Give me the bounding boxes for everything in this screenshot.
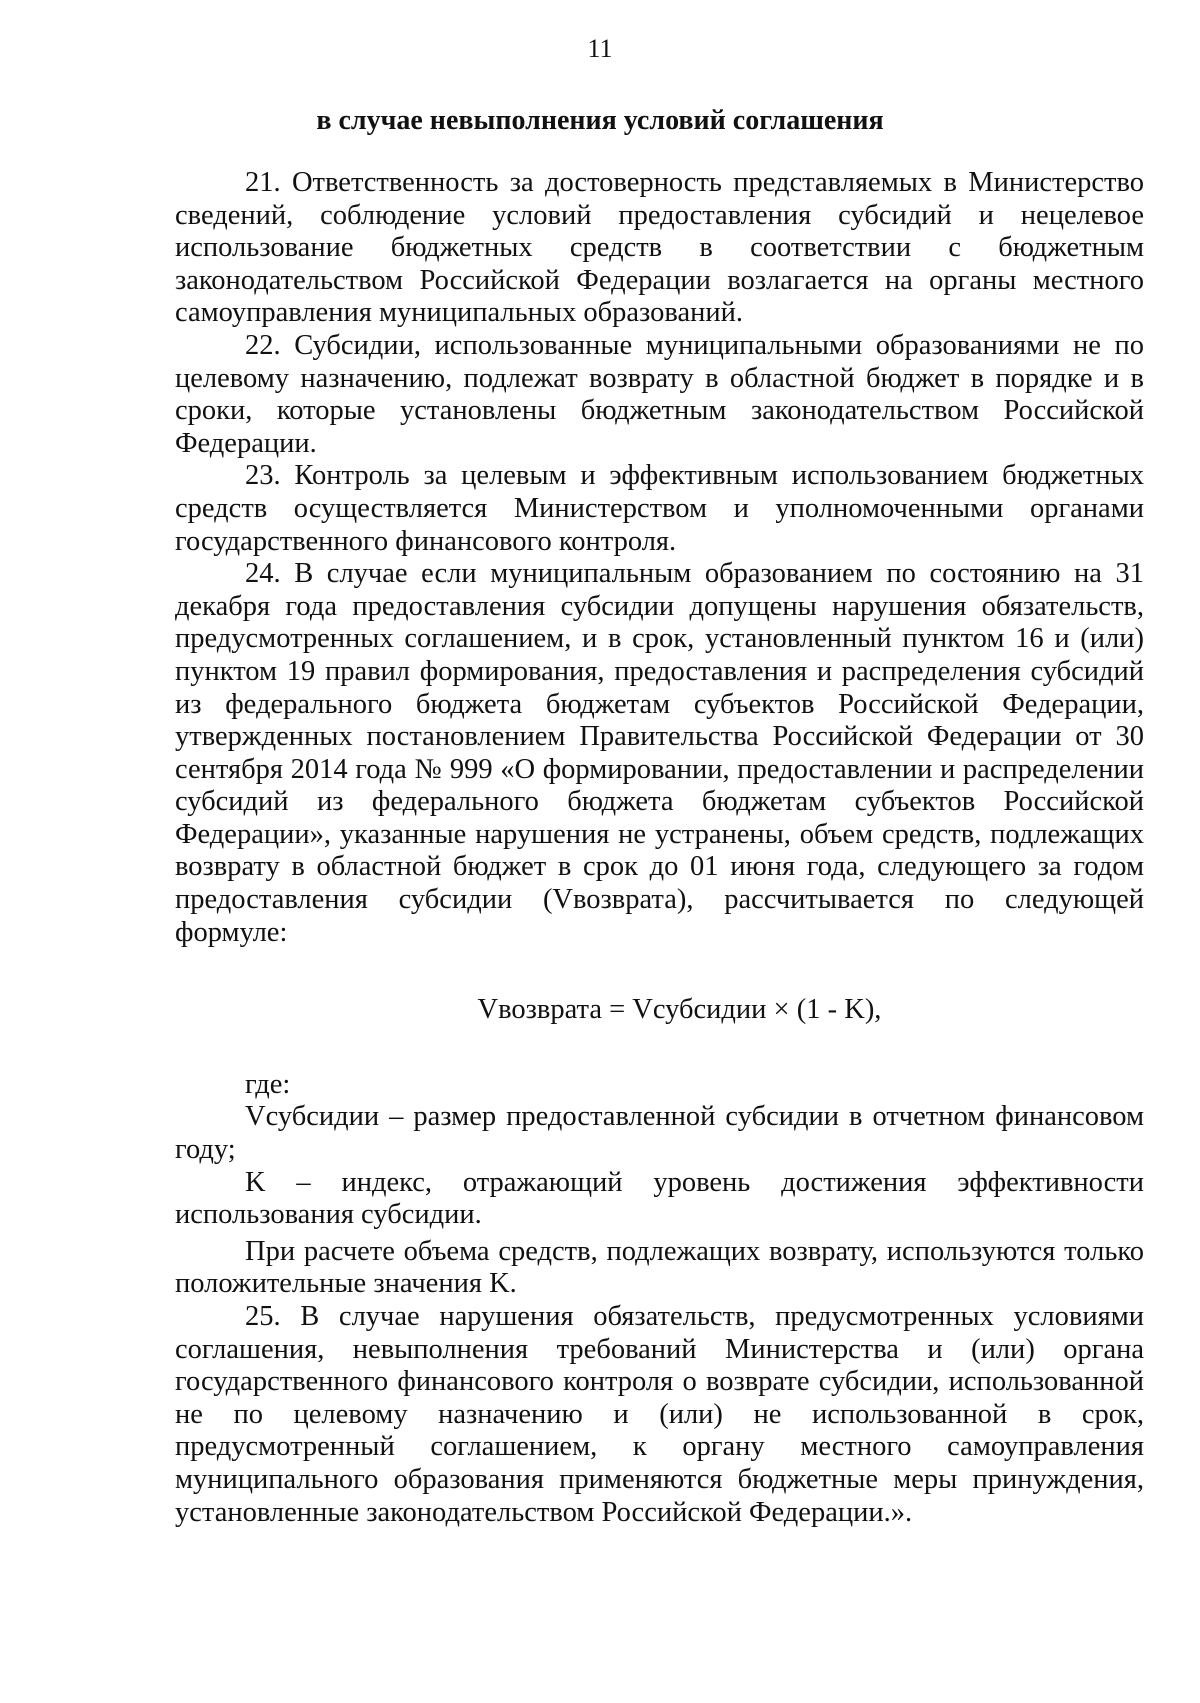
- section-heading: в случае невыполнения условий соглашения: [316, 105, 884, 136]
- paragraph-23: 23. Контроль за целевым и эффективным использованием бюджетных средств осуществляется Министерством и уполномоченными органами государственного финансового контроля.: [175, 460, 1144, 557]
- positive-values-note: При расчете объема средств, подлежащих возврату, используются только положительные значения K.: [175, 1235, 1144, 1300]
- paragraph-24: 24. В случае если муниципальным образованием по состоянию на 31 декабря года предоставления субсидии допущены нарушения обязательств, предусмотренных соглашением, и в срок, установленный пунктом 16 и (или) пунктом 19 правил формирования, предоставления и распределения субсидий из федерального бюджета бюджетам субъектов Российской Федерации, утвержденных постановлением Правительства Российской Федерации от 30 сентября 2014 года № 999 «О формировании, предоставлении и распределении субсидий из федерального бюджета бюджетам субъектов Российской Федерации», указанные нарушения не устранены, объем средств, подлежащих возврату в областной бюджет в срок до 01 июня года, следующего за годом предоставления субсидии (Vвозврата), рассчитывается по следующей формуле:: [175, 558, 1144, 948]
- return-formula: Vвозврата = Vсубсидии × (1 - K),: [477, 994, 882, 1026]
- page-number: 11: [587, 34, 613, 63]
- where-label: где:: [245, 1068, 291, 1100]
- document-body: [175, 167, 1144, 1529]
- paragraph-22: 22. Субсидии, использованные муниципальными образованиями не по целевому назначению, подлежат возврату в областной бюджет в порядке и в сроки, которые установлены бюджетным законодательством Российской Федерации.: [175, 329, 1144, 459]
- definition-k-index: K – индекс, отражающий уровень достижения эффективности использования субсидии.: [175, 1166, 1144, 1231]
- paragraph-21: 21. Ответственность за достоверность представляемых в Министерство сведений, соблюдение условий предоставления субсидий и нецелевое использование бюджетных средств в соответствии с бюджетным законодательством Российской Федерации возлагается на органы местного самоуправления муниципальных образований.: [175, 167, 1144, 329]
- paragraph-25: 25. В случае нарушения обязательств, предусмотренных условиями соглашения, невыполнения требований Министерства и (или) органа государственного финансового контроля о возврате субсидии, использованной не по целевому назначению и (или) не использованной в срок, предусмотренный соглашением, к органу местного самоуправления муниципального образования применяются бюджетные меры принуждения, установленные законодательством Российской Федерации.».: [175, 1301, 1144, 1528]
- definition-v-subsidy: Vсубсидии – размер предоставленной субсидии в отчетном финансовом году;: [175, 1101, 1144, 1166]
